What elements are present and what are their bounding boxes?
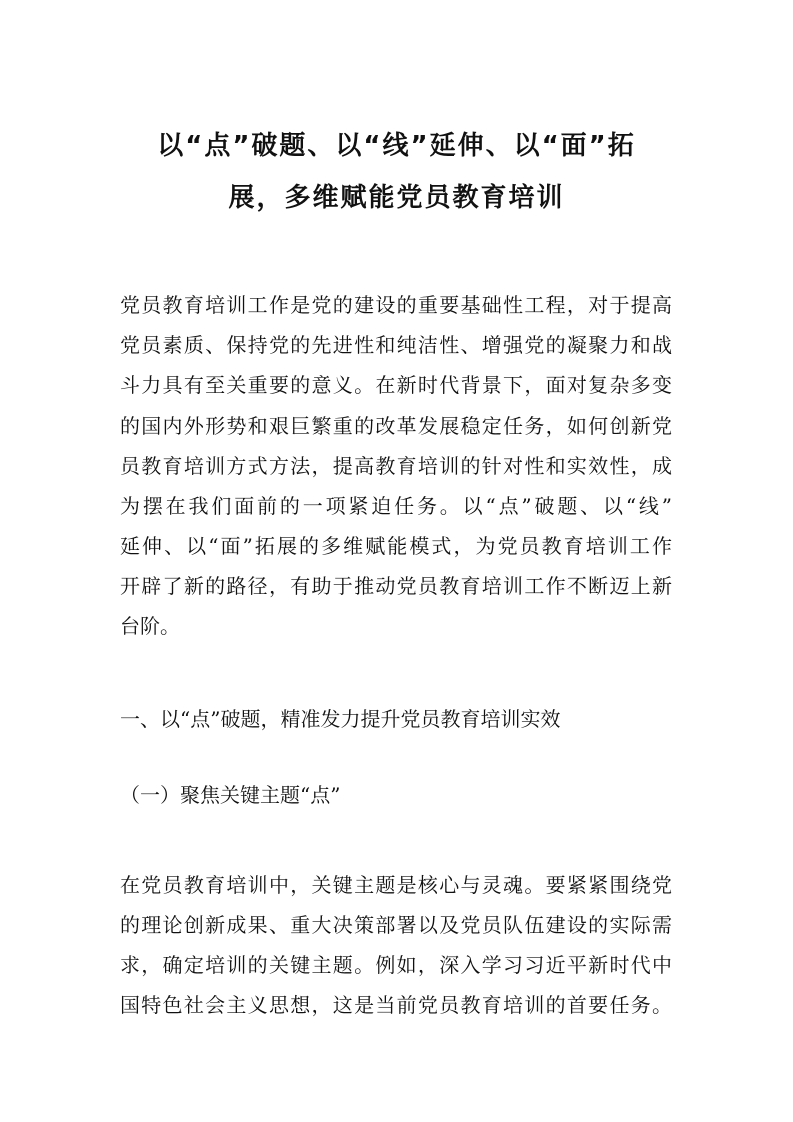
subsection-heading: （一）聚焦关键主题“点” [120,783,341,807]
intro-line-7: 延伸、以“面”拓展的多维赋能模式，为党员教育培训工作 [120,534,672,558]
body-line-4: 国特色社会主义思想，这是当前党员教育培训的首要任务。 [120,993,672,1017]
intro-line-6: 为摆在我们面前的一项紧迫任务。以“点”破题、以“线” [120,494,672,518]
body-line-2: 的理论创新成果、重大决策部署以及党员队伍建设的实际需 [120,913,672,937]
title-line-1: 以“点”破题、以“线”延伸、以“面”拓 [157,131,636,161]
body-line-3: 求，确定培训的关键主题。例如，深入学习习近平新时代中 [120,953,672,977]
intro-line-3: 斗力具有至关重要的意义。在新时代背景下，面对复杂多变 [120,373,672,397]
intro-line-2: 党员素质、保持党的先进性和纯洁性、增强党的凝聚力和战 [120,333,672,357]
document-title [120,120,673,224]
intro-line-5: 员教育培训方式方法，提高教育培训的针对性和实效性，成 [120,454,672,478]
intro-line-4: 的国内外形势和艰巨繁重的改革发展稳定任务，如何创新党 [120,414,672,438]
title-line-2: 展，多维赋能党员教育培训 [228,183,565,213]
section-heading: 一、以“点”破题，精准发力提升党员教育培训实效 [120,707,561,731]
intro-line-8: 开辟了新的路径，有助于推动党员教育培训工作不断迈上新 [120,574,672,598]
body-line-1: 在党员教育培训中，关键主题是核心与灵魂。要紧紧围绕党 [120,873,672,897]
intro-line-1: 党员教育培训工作是党的建设的重要基础性工程，对于提高 [120,293,672,317]
intro-line-9: 台阶。 [120,614,180,638]
